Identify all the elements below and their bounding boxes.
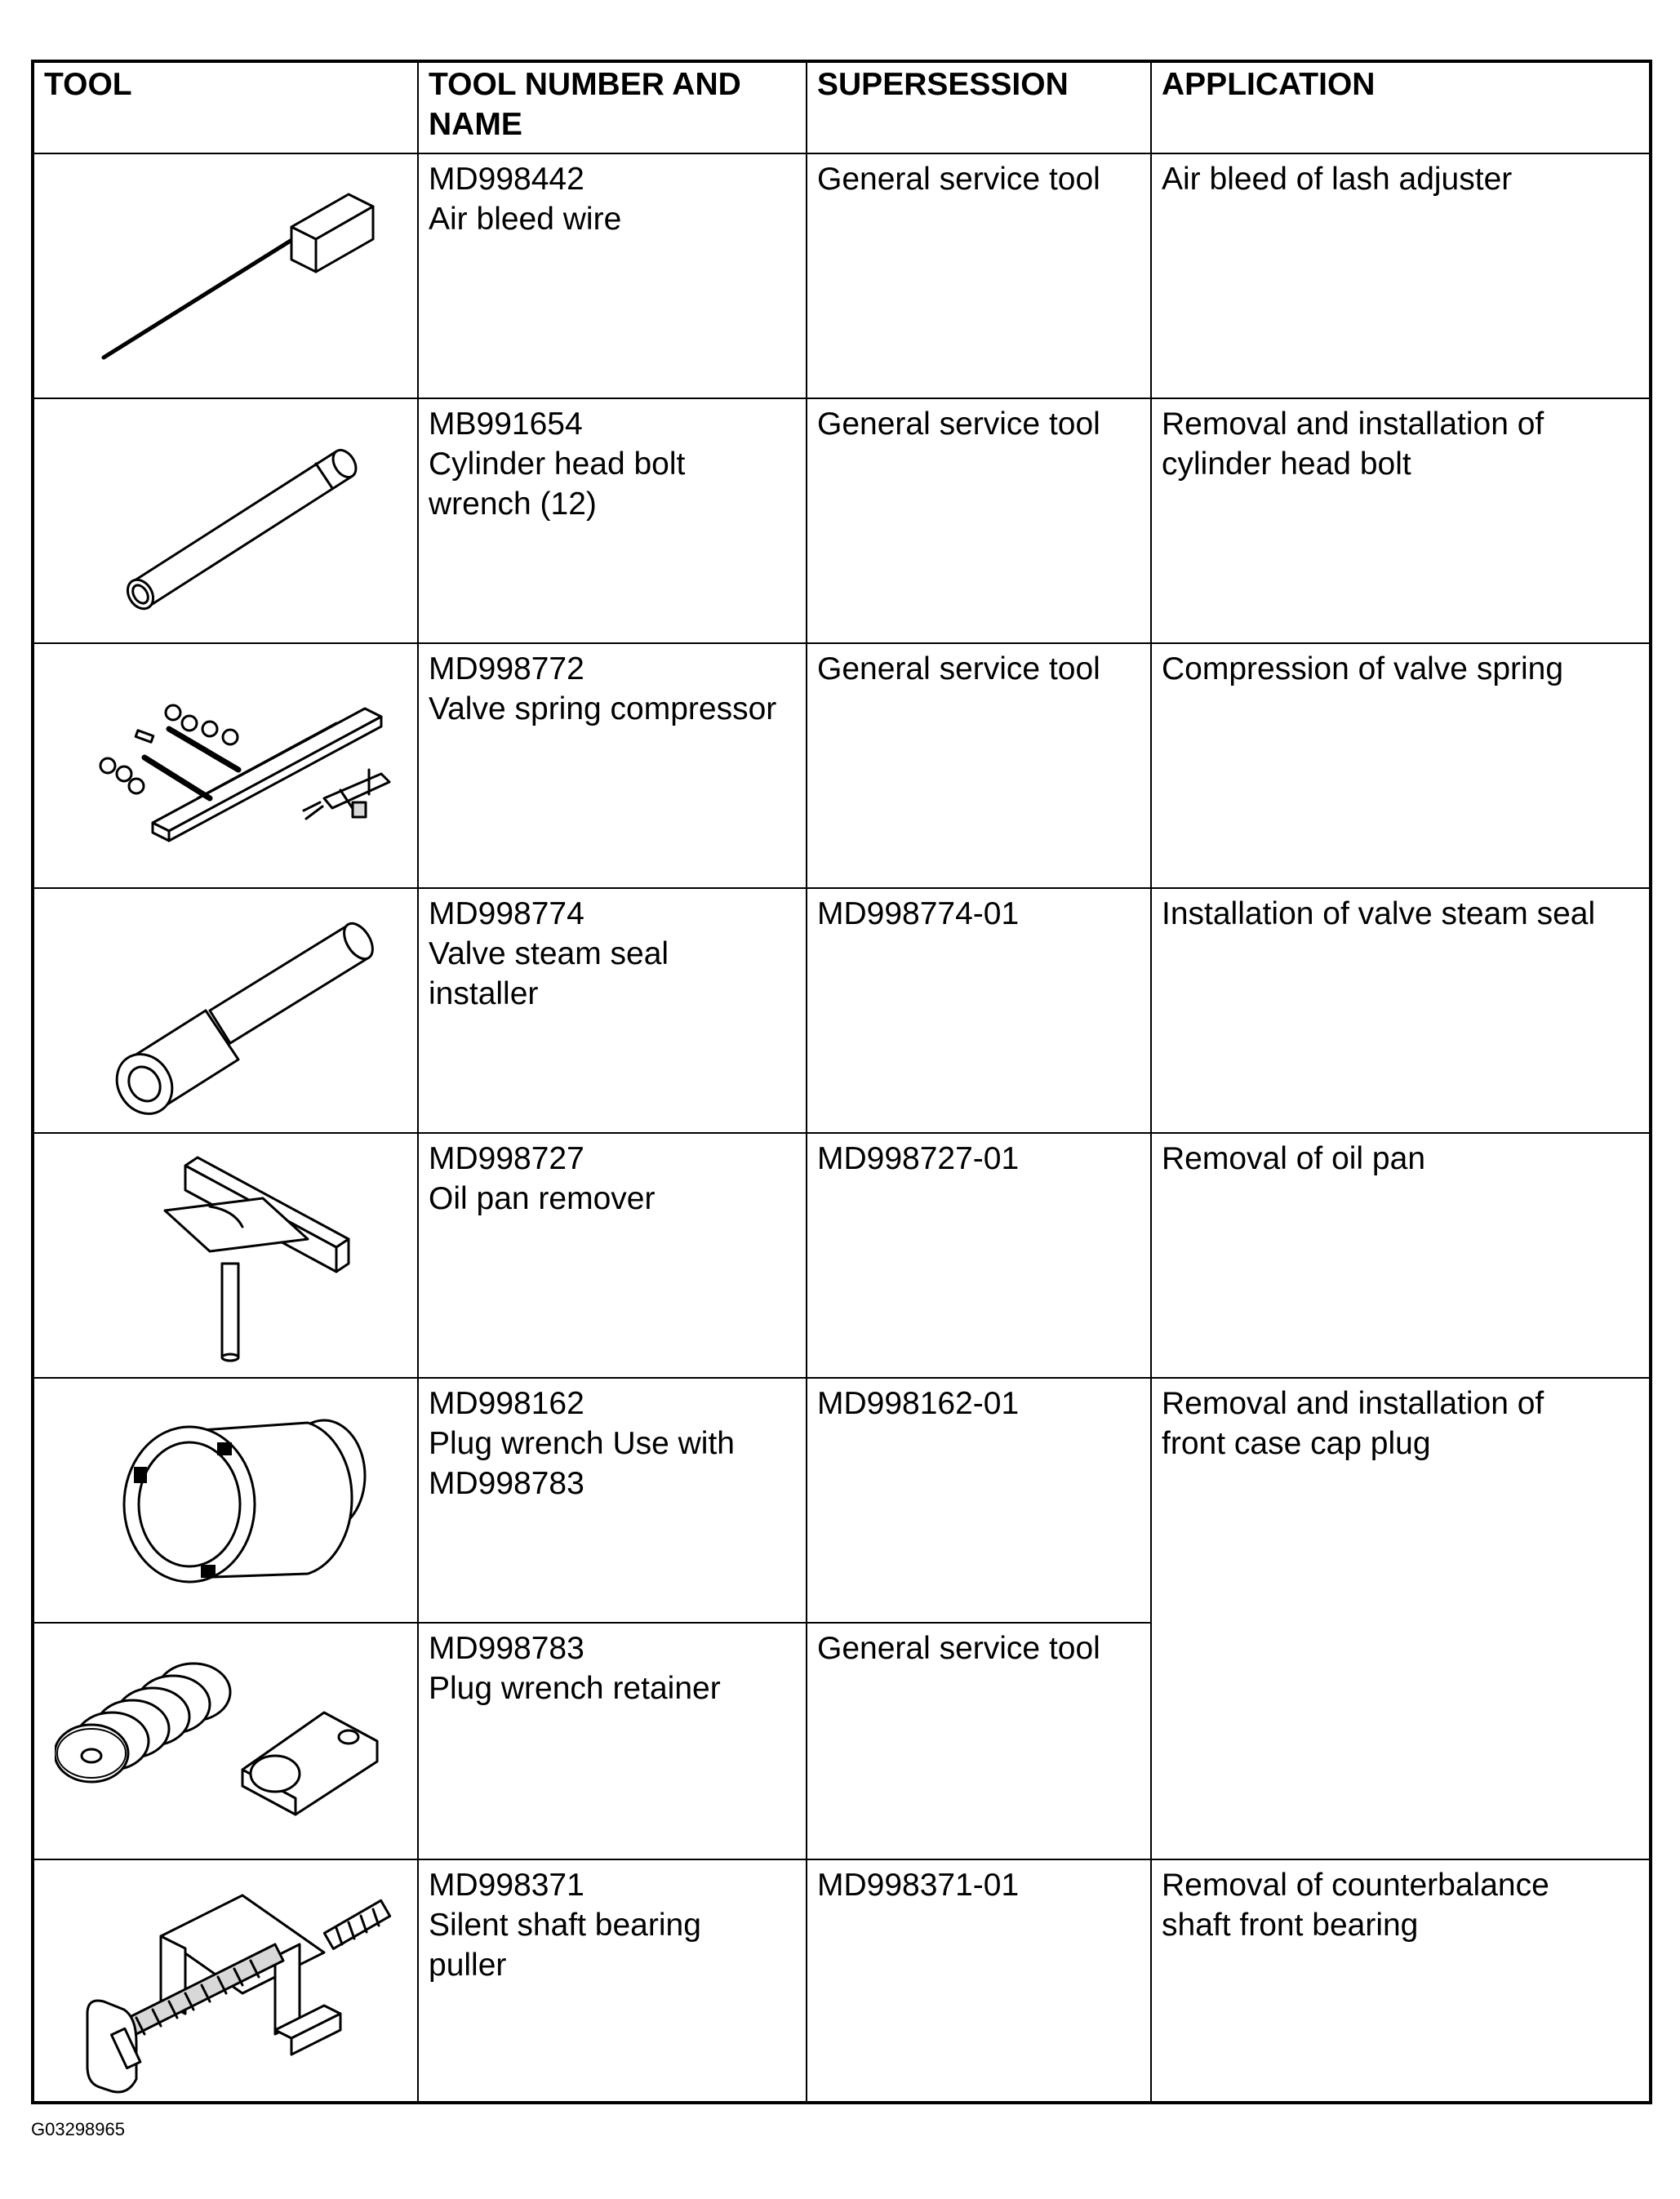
tool-image-cell xyxy=(33,643,418,888)
supersession-cell: General service tool xyxy=(807,1623,1151,1859)
plug-wrench-icon xyxy=(55,1386,398,1615)
figure-code: G03298965 xyxy=(31,2119,125,2139)
air-bleed-wire-icon xyxy=(55,162,398,390)
application-cell: Removal of counterbalance shaft front bearing xyxy=(1151,1859,1651,2103)
tool-number-name-cell xyxy=(418,1133,807,1378)
cylinder-head-bolt-wrench-icon xyxy=(55,406,398,635)
tool-name: Oil pan remover xyxy=(429,1181,656,1216)
application-cell: Air bleed of lash adjuster xyxy=(1151,153,1651,398)
table-row xyxy=(33,1378,1651,1623)
header-tool-number-and-name: TOOL NUMBER AND NAME xyxy=(418,61,807,153)
tool-name: Valve steam seal xyxy=(429,936,669,971)
tool-name: Silent shaft bearing xyxy=(429,1908,701,1943)
tool-image-cell xyxy=(33,1133,418,1378)
tool-number: MD998772 xyxy=(429,651,584,686)
supersession-cell: General service tool xyxy=(807,643,1151,888)
supersession-cell: General service tool xyxy=(807,398,1151,643)
plug-wrench-retainer-icon xyxy=(55,1627,398,1855)
application-cell: Removal and installation of front case cap plug xyxy=(1151,1378,1651,1859)
tool-image-cell xyxy=(33,153,418,398)
supersession-cell: MD998774-01 xyxy=(807,888,1151,1133)
tool-number-name-cell xyxy=(418,643,807,888)
tool-image-cell xyxy=(33,398,418,643)
tool-name: Plug wrench retainer xyxy=(429,1671,721,1706)
application-cell: Removal of oil pan xyxy=(1151,1133,1651,1378)
header-supersession: SUPERSESSION xyxy=(807,61,1151,153)
table-row xyxy=(33,1133,1651,1378)
tool-number-name-cell xyxy=(418,153,807,398)
table-row xyxy=(33,1859,1651,2103)
table-row xyxy=(33,643,1651,888)
application-cell: Removal and installation of cylinder head bolt xyxy=(1151,398,1651,643)
table-row xyxy=(33,888,1651,1133)
supersession-cell: General service tool xyxy=(807,153,1151,398)
oil-pan-remover-icon xyxy=(55,1141,398,1370)
supersession-cell: MD998371-01 xyxy=(807,1859,1151,2103)
supersession-cell: MD998727-01 xyxy=(807,1133,1151,1378)
tool-name: Cylinder head bolt xyxy=(429,446,686,482)
table-row xyxy=(33,153,1651,398)
tool-number: MD998783 xyxy=(429,1631,584,1666)
tool-name: Plug wrench Use with xyxy=(429,1426,735,1461)
tool-number-name-cell: MD998371 Silent shaft bearing puller xyxy=(418,1859,807,2103)
tool-name: Air bleed wire xyxy=(429,202,622,237)
application-cell: Installation of valve steam seal xyxy=(1151,888,1651,1133)
valve-stem-seal-installer-icon xyxy=(55,896,398,1125)
table-header-row xyxy=(33,61,1651,153)
tool-number-name-cell xyxy=(418,1623,807,1859)
tool-number-name-cell: MB991654 Cylinder head bolt wrench (12) xyxy=(418,398,807,643)
tool-name: Valve spring compressor xyxy=(429,691,777,726)
tool-number: MD998442 xyxy=(429,162,584,197)
tool-image-cell xyxy=(33,1859,418,2103)
tool-number-name-cell: MD998162 Plug wrench Use with MD998783 xyxy=(418,1378,807,1623)
tool-number: MD998727 xyxy=(429,1141,584,1176)
tool-number: MD998371 xyxy=(429,1868,584,1903)
special-tools-table xyxy=(31,60,1652,2104)
header-application: APPLICATION xyxy=(1151,61,1651,153)
tool-number: MD998774 xyxy=(429,896,584,931)
tool-number-name-cell: MD998774 Valve steam seal installer xyxy=(418,888,807,1133)
valve-spring-compressor-icon xyxy=(47,651,406,880)
tool-image-cell xyxy=(33,1623,418,1859)
tool-image-cell xyxy=(33,1378,418,1623)
tool-number: MD998162 xyxy=(429,1386,584,1421)
tool-number: MB991654 xyxy=(429,406,583,442)
application-cell: Compression of valve spring xyxy=(1151,643,1651,888)
silent-shaft-bearing-puller-icon xyxy=(55,1867,398,2095)
header-tool: TOOL xyxy=(33,61,418,153)
table-row xyxy=(33,398,1651,643)
supersession-cell: MD998162-01 xyxy=(807,1378,1151,1623)
tool-image-cell xyxy=(33,888,418,1133)
